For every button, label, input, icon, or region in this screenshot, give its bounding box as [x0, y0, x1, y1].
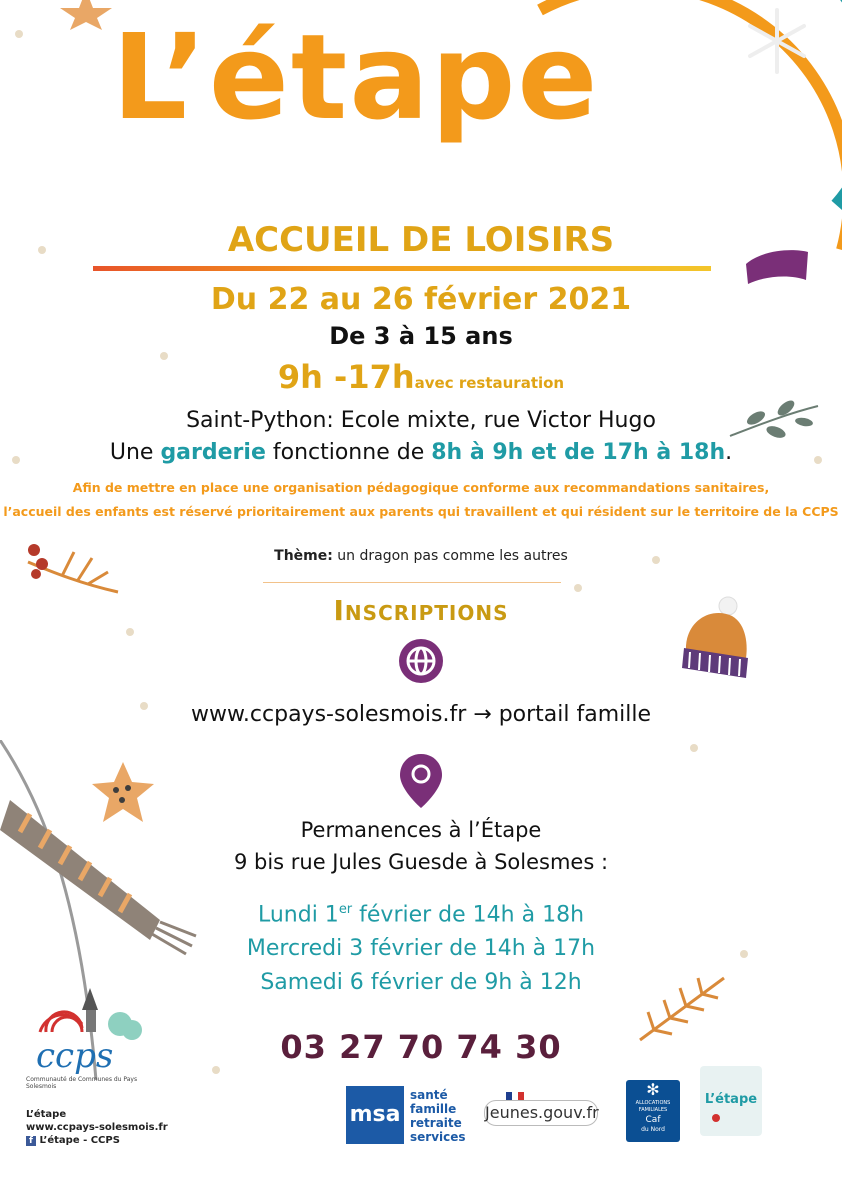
- caf-line: FAMILIALES: [638, 1107, 668, 1113]
- msa-word: famille: [410, 1102, 457, 1116]
- footer-facebook[interactable]: [26, 1134, 168, 1147]
- footer-website[interactable]: www.ccpays-solesmois.fr: [26, 1122, 168, 1133]
- snowflake-icon: [742, 6, 812, 76]
- sanitary-notice: [0, 476, 842, 524]
- slot-text: Samedi 6 février de 9h à 12h: [260, 970, 582, 995]
- slot-sup: er: [338, 902, 353, 917]
- subtitle: ACCUEIL DE LOISIRS: [227, 220, 615, 260]
- footer-name: L’étape: [26, 1109, 67, 1120]
- caf-line: ALLOCATIONS: [635, 1100, 671, 1106]
- website-url[interactable]: www.ccpays-solesmois.fr: [190, 702, 467, 727]
- notice-line: Afin de mettre en place une organisation pédagogique conforme aux recommandations sanitaires,: [72, 480, 770, 495]
- caf-symbol-icon: ✻: [646, 1080, 660, 1099]
- decor-dot: [574, 584, 582, 592]
- map-pin-icon: [398, 752, 444, 810]
- gradient-divider: [93, 266, 711, 271]
- notice-line: l’accueil des enfants est réservé prioritairement aux parents qui travaillent et qui résident sur le territoire de la CCPS: [3, 504, 839, 519]
- facebook-label: L’étape - CCPS: [39, 1135, 120, 1146]
- decor-dot: [126, 628, 134, 636]
- star-cookie-icon: [56, 0, 116, 30]
- ccps-logo: [26, 984, 156, 1094]
- opening-hours: 9h -17h: [277, 358, 415, 396]
- facebook-icon: f: [26, 1136, 36, 1146]
- phone-number[interactable]: 03 27 70 74 30: [280, 1028, 562, 1066]
- caf-line: du Nord: [641, 1126, 665, 1133]
- garderie-suffix: .: [725, 440, 733, 465]
- theme-label: Thème:: [274, 548, 333, 564]
- footer-info: [26, 1108, 168, 1147]
- etape-small-text: L’étape: [704, 1092, 758, 1107]
- slot-text: février de 14h à 18h: [352, 902, 585, 928]
- msa-word: retraite: [410, 1116, 462, 1130]
- inscriptions-heading: Inscriptions: [333, 594, 509, 627]
- etape-small-logo: [700, 1066, 762, 1136]
- garderie-times: 8h à 9h et de 17h à 18h: [431, 440, 726, 465]
- decor-dot: [15, 30, 23, 38]
- theme-line: [0, 548, 842, 564]
- garderie-prefix: Une: [109, 440, 161, 465]
- age-range: De 3 à 15 ans: [329, 322, 513, 350]
- jeunes-gouv-logo: [484, 1092, 599, 1126]
- garderie-word: garderie: [160, 440, 266, 465]
- venue: Saint-Python: Ecole mixte, rue Victor Hugo: [186, 408, 656, 433]
- thin-divider: [263, 582, 561, 583]
- ccps-caption: Communauté de Communes du Pays Solesmois: [26, 1076, 138, 1090]
- permanence-slot: [0, 936, 842, 961]
- berry-branch-icon: [22, 532, 122, 598]
- caf-line: Caf: [645, 1115, 661, 1125]
- website-line: [0, 702, 842, 727]
- arrow-icon: →: [466, 702, 499, 727]
- hours-note: avec restauration: [414, 374, 565, 392]
- beanie-hat-icon: [680, 592, 750, 684]
- garderie-middle: fonctionne de: [265, 440, 432, 465]
- msa-word: services: [410, 1130, 466, 1144]
- caf-logo: [626, 1080, 680, 1142]
- msa-mark: msa: [346, 1086, 404, 1144]
- jeunes-gouv-text: Jeunes.gouv.fr: [484, 1100, 598, 1126]
- msa-logo: [346, 1086, 476, 1148]
- theme-value: un dragon pas comme les autres: [332, 548, 568, 564]
- msa-word: santé: [410, 1088, 448, 1102]
- decor-dot: [690, 744, 698, 752]
- ccps-wordmark: ccps: [36, 1036, 114, 1076]
- slot-text: Mercredi 3 février de 14h à 17h: [246, 936, 596, 961]
- msa-words: [410, 1088, 466, 1144]
- permanences-address: 9 bis rue Jules Guesde à Solesmes :: [233, 850, 609, 874]
- slot-text: Lundi 1: [257, 902, 339, 928]
- french-flag-icon: [506, 1092, 524, 1100]
- website-target: portail famille: [498, 702, 652, 727]
- page-title: L’étape: [112, 8, 600, 146]
- hours-row: [0, 358, 842, 396]
- globe-icon: [398, 638, 444, 684]
- garderie-line: [0, 440, 842, 465]
- permanence-slot: [0, 902, 842, 927]
- permanences-title: Permanences à l’Étape: [300, 818, 542, 842]
- event-dates: Du 22 au 26 février 2021: [210, 282, 632, 317]
- etape-small-dots: [712, 1114, 720, 1122]
